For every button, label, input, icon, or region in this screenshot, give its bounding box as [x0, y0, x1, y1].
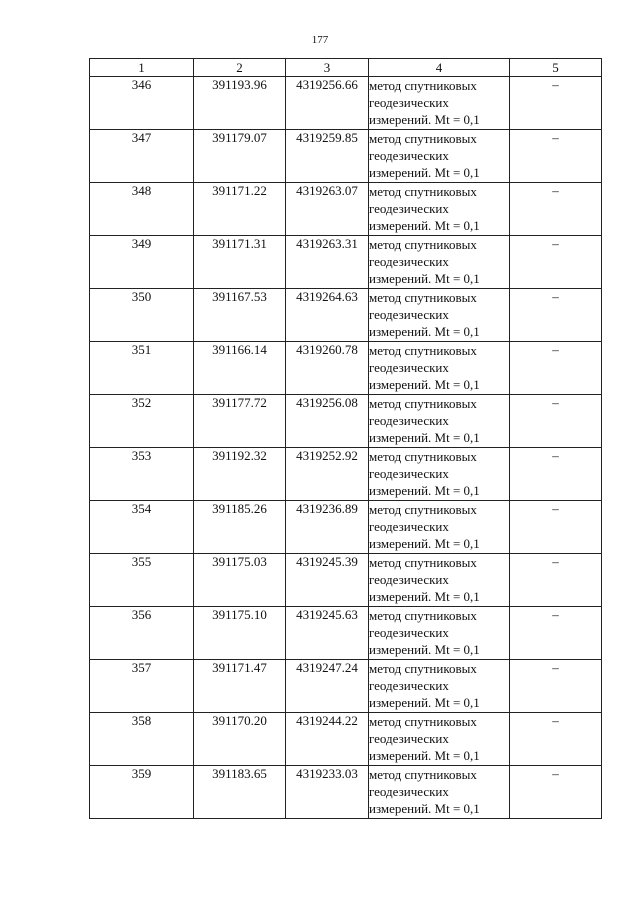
coordinate-y: 4319236.89 — [286, 501, 369, 554]
coordinate-x: 391170.20 — [194, 713, 286, 766]
method-line: метод спутниковых — [369, 502, 477, 517]
coordinate-y: 4319264.63 — [286, 289, 369, 342]
method-line: геодезических — [369, 625, 449, 640]
method-line: геодезических — [369, 466, 449, 481]
method-description — [369, 607, 510, 660]
method-line: метод спутниковых — [369, 237, 477, 252]
point-number: 353 — [90, 448, 194, 501]
point-number: 348 — [90, 183, 194, 236]
method-line: геодезических — [369, 95, 449, 110]
method-description — [369, 395, 510, 448]
method-description — [369, 289, 510, 342]
note-dash: – — [510, 289, 602, 342]
method-line: геодезических — [369, 731, 449, 746]
point-number: 352 — [90, 395, 194, 448]
coordinate-y: 4319263.07 — [286, 183, 369, 236]
point-number: 349 — [90, 236, 194, 289]
method-line: метод спутниковых — [369, 608, 477, 623]
table-row — [90, 130, 602, 183]
table-row — [90, 766, 602, 819]
note-dash: – — [510, 501, 602, 554]
table-row — [90, 395, 602, 448]
coordinate-y: 4319245.39 — [286, 554, 369, 607]
header-col-3: 3 — [286, 59, 369, 77]
table-body — [90, 77, 602, 819]
method-description — [369, 342, 510, 395]
point-number: 346 — [90, 77, 194, 130]
coordinate-x: 391167.53 — [194, 289, 286, 342]
method-line: измерений. Mt = 0,1 — [369, 377, 480, 392]
method-line: измерений. Mt = 0,1 — [369, 430, 480, 445]
note-dash: – — [510, 713, 602, 766]
method-line: геодезических — [369, 307, 449, 322]
header-col-4: 4 — [369, 59, 510, 77]
note-dash: – — [510, 183, 602, 236]
method-description — [369, 766, 510, 819]
coordinate-x: 391179.07 — [194, 130, 286, 183]
coordinate-y: 4319256.66 — [286, 77, 369, 130]
coordinate-x: 391175.10 — [194, 607, 286, 660]
table-row — [90, 77, 602, 130]
method-description — [369, 660, 510, 713]
method-line: метод спутниковых — [369, 661, 477, 676]
coordinate-x: 391166.14 — [194, 342, 286, 395]
method-line: геодезических — [369, 360, 449, 375]
coordinate-y: 4319233.03 — [286, 766, 369, 819]
point-number: 359 — [90, 766, 194, 819]
table-row — [90, 448, 602, 501]
coordinates-table — [89, 58, 602, 819]
method-line: измерений. Mt = 0,1 — [369, 536, 480, 551]
note-dash: – — [510, 395, 602, 448]
coordinate-y: 4319260.78 — [286, 342, 369, 395]
method-line: метод спутниковых — [369, 78, 477, 93]
method-line: измерений. Mt = 0,1 — [369, 748, 480, 763]
header-col-1: 1 — [90, 59, 194, 77]
method-line: геодезических — [369, 519, 449, 534]
method-line: метод спутниковых — [369, 290, 477, 305]
method-line: геодезических — [369, 413, 449, 428]
note-dash: – — [510, 766, 602, 819]
method-description — [369, 713, 510, 766]
method-description — [369, 77, 510, 130]
coordinate-x: 391192.32 — [194, 448, 286, 501]
note-dash: – — [510, 342, 602, 395]
header-col-2: 2 — [194, 59, 286, 77]
method-line: измерений. Mt = 0,1 — [369, 801, 480, 816]
note-dash: – — [510, 607, 602, 660]
method-description — [369, 554, 510, 607]
point-number: 355 — [90, 554, 194, 607]
method-line: метод спутниковых — [369, 131, 477, 146]
coordinate-x: 391177.72 — [194, 395, 286, 448]
method-line: метод спутниковых — [369, 343, 477, 358]
point-number: 351 — [90, 342, 194, 395]
method-description — [369, 448, 510, 501]
table-row — [90, 342, 602, 395]
note-dash: – — [510, 130, 602, 183]
method-line: измерений. Mt = 0,1 — [369, 165, 480, 180]
table-row — [90, 236, 602, 289]
table-row — [90, 501, 602, 554]
method-line: метод спутниковых — [369, 767, 477, 782]
note-dash: – — [510, 660, 602, 713]
method-line: метод спутниковых — [369, 396, 477, 411]
method-line: метод спутниковых — [369, 714, 477, 729]
method-line: измерений. Mt = 0,1 — [369, 271, 480, 286]
coordinate-x: 391175.03 — [194, 554, 286, 607]
method-line: измерений. Mt = 0,1 — [369, 695, 480, 710]
table-row — [90, 660, 602, 713]
coordinate-x: 391171.22 — [194, 183, 286, 236]
method-line: измерений. Mt = 0,1 — [369, 218, 480, 233]
table-row — [90, 554, 602, 607]
method-line: геодезических — [369, 148, 449, 163]
coordinate-y: 4319259.85 — [286, 130, 369, 183]
coordinate-y: 4319252.92 — [286, 448, 369, 501]
coordinate-x: 391185.26 — [194, 501, 286, 554]
method-description — [369, 130, 510, 183]
method-line: геодезических — [369, 784, 449, 799]
method-line: геодезических — [369, 572, 449, 587]
coordinate-x: 391183.65 — [194, 766, 286, 819]
point-number: 347 — [90, 130, 194, 183]
point-number: 358 — [90, 713, 194, 766]
method-description — [369, 501, 510, 554]
table-row — [90, 607, 602, 660]
point-number: 354 — [90, 501, 194, 554]
table-row — [90, 289, 602, 342]
coordinate-y: 4319247.24 — [286, 660, 369, 713]
page-number: 177 — [311, 34, 329, 46]
method-line: метод спутниковых — [369, 555, 477, 570]
method-line: измерений. Mt = 0,1 — [369, 324, 480, 339]
point-number: 350 — [90, 289, 194, 342]
method-line: геодезических — [369, 201, 449, 216]
coordinate-y: 4319244.22 — [286, 713, 369, 766]
method-line: геодезических — [369, 254, 449, 269]
table-row — [90, 713, 602, 766]
coordinate-y: 4319263.31 — [286, 236, 369, 289]
note-dash: – — [510, 236, 602, 289]
table-header-row — [90, 59, 602, 77]
coordinate-x: 391171.31 — [194, 236, 286, 289]
method-line: измерений. Mt = 0,1 — [369, 589, 480, 604]
header-col-5: 5 — [510, 59, 602, 77]
coordinate-x: 391171.47 — [194, 660, 286, 713]
point-number: 356 — [90, 607, 194, 660]
method-line: измерений. Mt = 0,1 — [369, 483, 480, 498]
method-line: измерений. Mt = 0,1 — [369, 642, 480, 657]
method-line: метод спутниковых — [369, 184, 477, 199]
method-description — [369, 236, 510, 289]
coordinate-x: 391193.96 — [194, 77, 286, 130]
method-description — [369, 183, 510, 236]
coordinate-y: 4319245.63 — [286, 607, 369, 660]
point-number: 357 — [90, 660, 194, 713]
note-dash: – — [510, 448, 602, 501]
coordinate-y: 4319256.08 — [286, 395, 369, 448]
table-row — [90, 183, 602, 236]
method-line: измерений. Mt = 0,1 — [369, 112, 480, 127]
method-line: геодезических — [369, 678, 449, 693]
note-dash: – — [510, 554, 602, 607]
method-line: метод спутниковых — [369, 449, 477, 464]
note-dash: – — [510, 77, 602, 130]
